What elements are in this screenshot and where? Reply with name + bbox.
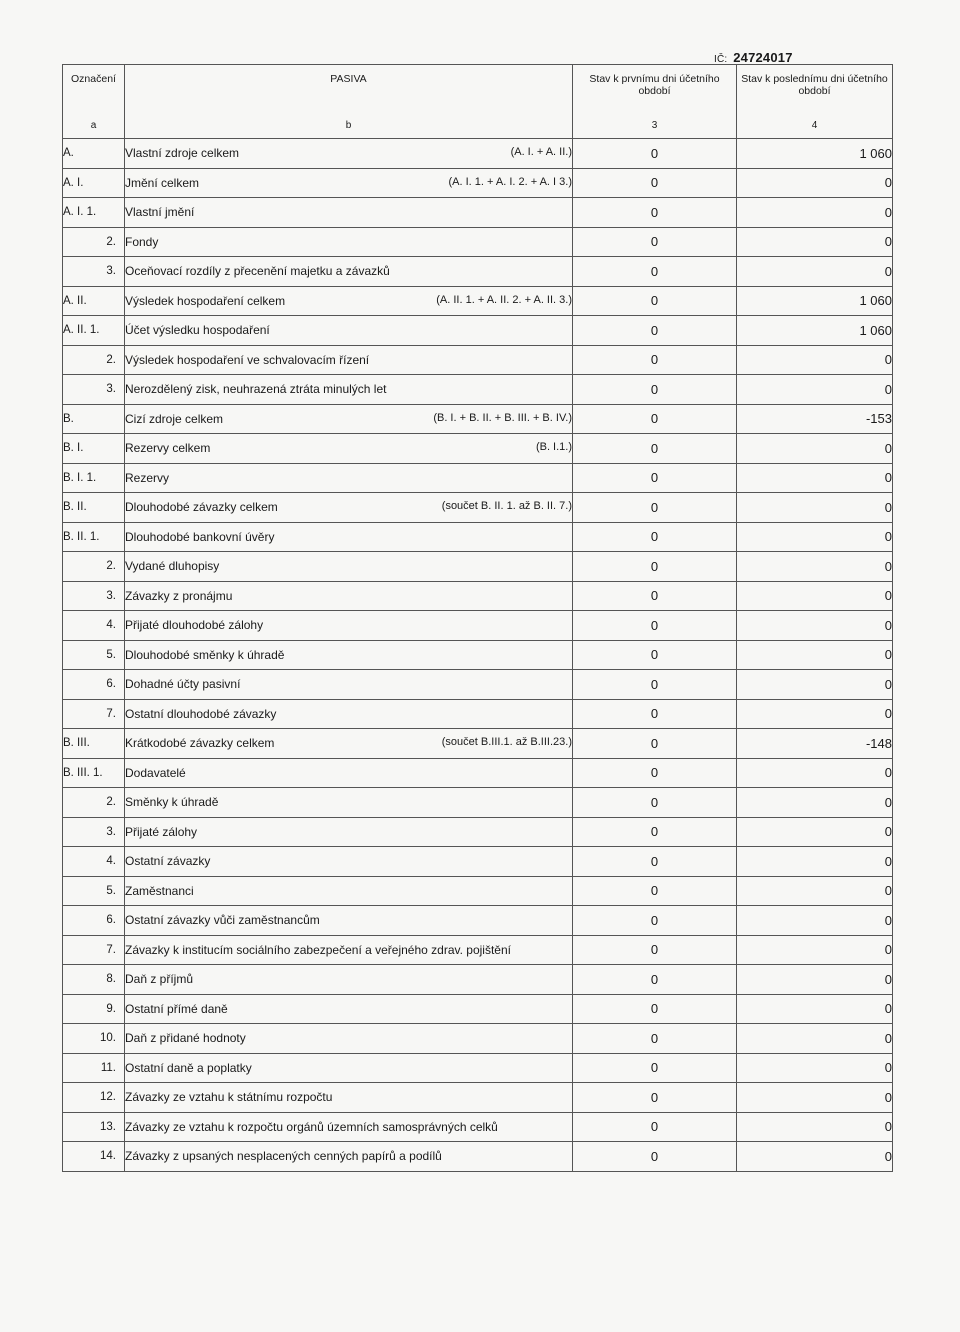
table-row	[63, 375, 893, 405]
row-code: 3.	[63, 817, 125, 847]
row-name-cell	[125, 876, 573, 906]
row-value-last-day: 0	[737, 935, 893, 965]
row-name: Ostatní daně a poplatky	[125, 1060, 252, 1075]
row-name-cell	[125, 1053, 573, 1083]
row-value-last-day: 0	[737, 817, 893, 847]
row-code: 3.	[63, 375, 125, 405]
balance-sheet-liabilities-table	[62, 64, 893, 1172]
row-name-cell	[125, 1083, 573, 1113]
row-name: Rezervy	[125, 470, 170, 485]
row-value-last-day: 0	[737, 581, 893, 611]
row-name-cell	[125, 434, 573, 464]
row-name: Účet výsledku hospodaření	[125, 323, 270, 338]
table-row	[63, 581, 893, 611]
row-value-first-day: 0	[573, 434, 737, 464]
row-code: 2.	[63, 552, 125, 582]
row-value-first-day: 0	[573, 729, 737, 759]
header-col4	[737, 65, 893, 139]
row-value-first-day: 0	[573, 788, 737, 818]
table-row	[63, 198, 893, 228]
row-value-last-day: 0	[737, 463, 893, 493]
row-value-last-day: 0	[737, 1053, 893, 1083]
row-formula: (A. II. 1. + A. II. 2. + A. II. 3.)	[436, 293, 572, 306]
table-row	[63, 906, 893, 936]
row-value-first-day: 0	[573, 1024, 737, 1054]
table-row	[63, 522, 893, 552]
row-name-cell	[125, 257, 573, 287]
row-name: Závazky z upsaných nesplacených cenných papírů a podílů	[125, 1149, 442, 1164]
header-col4-sub: 4	[811, 119, 818, 131]
header-col3-title: Stav k prvnímu dni účetního období	[589, 72, 720, 97]
row-value-last-day: 1 060	[737, 139, 893, 169]
table-row	[63, 817, 893, 847]
row-name: Jmění celkem	[125, 175, 200, 190]
row-code: 3.	[63, 581, 125, 611]
row-code: 9.	[63, 994, 125, 1024]
company-id-value: 24724017	[733, 50, 793, 65]
row-name-cell	[125, 935, 573, 965]
row-code: 5.	[63, 876, 125, 906]
row-value-last-day: 0	[737, 788, 893, 818]
row-value-first-day: 0	[573, 493, 737, 523]
row-value-first-day: 0	[573, 965, 737, 995]
header-code-sub: a	[90, 119, 97, 131]
row-value-last-day: 0	[737, 758, 893, 788]
row-code: 11.	[63, 1053, 125, 1083]
row-name: Vlastní zdroje celkem	[125, 146, 240, 161]
table-row	[63, 493, 893, 523]
row-name-cell	[125, 227, 573, 257]
row-code: 12.	[63, 1083, 125, 1113]
row-value-last-day: 0	[737, 375, 893, 405]
row-value-first-day: 0	[573, 168, 737, 198]
row-code: 2.	[63, 227, 125, 257]
table-body	[63, 139, 893, 1172]
row-value-last-day: 0	[737, 257, 893, 287]
row-code: 2.	[63, 788, 125, 818]
row-name-cell	[125, 847, 573, 877]
row-value-first-day: 0	[573, 906, 737, 936]
row-value-first-day: 0	[573, 817, 737, 847]
row-value-last-day: 0	[737, 434, 893, 464]
table-row	[63, 552, 893, 582]
table-row	[63, 1112, 893, 1142]
row-code: 4.	[63, 611, 125, 641]
company-id-label: IČ:	[714, 54, 728, 65]
row-name-cell	[125, 817, 573, 847]
row-name-cell	[125, 286, 573, 316]
row-name: Dlouhodobé bankovní úvěry	[125, 529, 275, 544]
header-col3	[573, 65, 737, 139]
row-code: B. II. 1.	[63, 522, 125, 552]
row-code: A. I.	[63, 168, 125, 198]
table-row	[63, 463, 893, 493]
row-name: Fondy	[125, 234, 159, 249]
row-code: A. II.	[63, 286, 125, 316]
row-value-first-day: 0	[573, 1053, 737, 1083]
row-name-cell	[125, 198, 573, 228]
table-row	[63, 404, 893, 434]
row-value-first-day: 0	[573, 463, 737, 493]
row-name-cell	[125, 375, 573, 405]
header-col3-sub: 3	[651, 119, 658, 131]
row-name: Závazky ze vztahu k státnímu rozpočtu	[125, 1090, 333, 1105]
row-value-first-day: 0	[573, 847, 737, 877]
row-value-first-day: 0	[573, 994, 737, 1024]
row-value-first-day: 0	[573, 375, 737, 405]
row-value-last-day: 0	[737, 552, 893, 582]
table-row	[63, 699, 893, 729]
row-value-last-day: 0	[737, 965, 893, 995]
header-code	[63, 65, 125, 139]
row-value-first-day: 0	[573, 552, 737, 582]
row-name-cell	[125, 493, 573, 523]
row-value-first-day: 0	[573, 1142, 737, 1172]
row-code: 6.	[63, 670, 125, 700]
row-code: 4.	[63, 847, 125, 877]
row-formula: (B. I. + B. II. + B. III. + B. IV.)	[433, 411, 572, 424]
row-value-last-day: 0	[737, 1024, 893, 1054]
row-code: 6.	[63, 906, 125, 936]
row-name-cell	[125, 994, 573, 1024]
row-value-first-day: 0	[573, 640, 737, 670]
company-id	[714, 50, 793, 65]
row-value-last-day: 0	[737, 168, 893, 198]
table-row	[63, 935, 893, 965]
row-code: 8.	[63, 965, 125, 995]
row-value-last-day: 0	[737, 493, 893, 523]
row-code: 7.	[63, 935, 125, 965]
row-value-first-day: 0	[573, 522, 737, 552]
row-name-cell	[125, 699, 573, 729]
header-code-title: Označení	[71, 72, 116, 85]
row-value-last-day: 1 060	[737, 286, 893, 316]
row-name: Vydané dluhopisy	[125, 559, 220, 574]
table-row	[63, 316, 893, 346]
row-value-first-day: 0	[573, 139, 737, 169]
table-header-row	[63, 65, 893, 139]
row-value-first-day: 0	[573, 404, 737, 434]
row-value-last-day: -153	[737, 404, 893, 434]
row-name-cell	[125, 788, 573, 818]
table-row	[63, 434, 893, 464]
row-value-last-day: -148	[737, 729, 893, 759]
row-value-last-day: 0	[737, 670, 893, 700]
table-row	[63, 994, 893, 1024]
row-value-first-day: 0	[573, 345, 737, 375]
row-code: B. II.	[63, 493, 125, 523]
row-formula: (A. I. 1. + A. I. 2. + A. I 3.)	[448, 175, 572, 188]
row-code: 3.	[63, 257, 125, 287]
row-name-cell	[125, 316, 573, 346]
row-name-cell	[125, 404, 573, 434]
row-name-cell	[125, 965, 573, 995]
row-value-last-day: 0	[737, 876, 893, 906]
row-formula: (součet B. II. 1. až B. II. 7.)	[441, 500, 572, 513]
row-value-last-day: 1 060	[737, 316, 893, 346]
row-code: 2.	[63, 345, 125, 375]
row-name: Ostatní přímé daně	[125, 1001, 228, 1016]
row-name: Závazky z pronájmu	[125, 588, 233, 603]
row-value-last-day: 0	[737, 906, 893, 936]
row-code: B. I. 1.	[63, 463, 125, 493]
header-name-title: PASIVA	[330, 72, 367, 85]
table-row	[63, 788, 893, 818]
row-name-cell	[125, 729, 573, 759]
table-row	[63, 611, 893, 641]
row-name: Ostatní závazky vůči zaměstnancům	[125, 913, 320, 928]
row-formula: (A. I. + A. II.)	[510, 146, 572, 159]
table-row	[63, 965, 893, 995]
row-name: Cizí zdroje celkem	[125, 411, 224, 426]
row-code: 7.	[63, 699, 125, 729]
row-name-cell	[125, 345, 573, 375]
row-code: A.	[63, 139, 125, 169]
row-value-first-day: 0	[573, 611, 737, 641]
row-value-last-day: 0	[737, 1112, 893, 1142]
row-name-cell	[125, 168, 573, 198]
row-name-cell	[125, 611, 573, 641]
row-name: Směnky k úhradě	[125, 795, 219, 810]
row-name-cell	[125, 522, 573, 552]
row-value-first-day: 0	[573, 670, 737, 700]
row-value-first-day: 0	[573, 286, 737, 316]
row-value-first-day: 0	[573, 227, 737, 257]
table-row	[63, 847, 893, 877]
row-name-cell	[125, 1112, 573, 1142]
header-name	[125, 65, 573, 139]
row-value-first-day: 0	[573, 316, 737, 346]
row-code: 13.	[63, 1112, 125, 1142]
row-name: Závazky ze vztahu k rozpočtu orgánů územních samosprávných celků	[125, 1119, 498, 1134]
row-code: 5.	[63, 640, 125, 670]
row-value-last-day: 0	[737, 640, 893, 670]
table-row	[63, 670, 893, 700]
table-row	[63, 257, 893, 287]
row-name-cell	[125, 1024, 573, 1054]
row-name-cell	[125, 640, 573, 670]
row-value-first-day: 0	[573, 876, 737, 906]
table-row	[63, 1053, 893, 1083]
table-row	[63, 168, 893, 198]
row-name: Daň z příjmů	[125, 972, 194, 987]
row-code: 14.	[63, 1142, 125, 1172]
table-row	[63, 227, 893, 257]
row-value-first-day: 0	[573, 257, 737, 287]
header-col4-title: Stav k poslednímu dni účetního období	[741, 72, 888, 97]
row-code: B. III. 1.	[63, 758, 125, 788]
row-name: Vlastní jmění	[125, 205, 195, 220]
row-name-cell	[125, 906, 573, 936]
row-value-last-day: 0	[737, 699, 893, 729]
row-value-last-day: 0	[737, 1083, 893, 1113]
row-value-first-day: 0	[573, 581, 737, 611]
table-row	[63, 1142, 893, 1172]
row-name: Dlouhodobé závazky celkem	[125, 500, 278, 515]
row-name: Rezervy celkem	[125, 441, 211, 456]
row-name: Přijaté zálohy	[125, 824, 198, 839]
table-row	[63, 876, 893, 906]
row-value-first-day: 0	[573, 198, 737, 228]
row-value-first-day: 0	[573, 1112, 737, 1142]
row-name: Výsledek hospodaření ve schvalovacím řízení	[125, 352, 370, 367]
row-value-first-day: 0	[573, 935, 737, 965]
row-formula: (součet B.III.1. až B.III.23.)	[441, 736, 572, 749]
row-name: Přijaté dlouhodobé zálohy	[125, 618, 264, 633]
row-code: A. II. 1.	[63, 316, 125, 346]
row-name: Nerozdělený zisk, neuhrazená ztráta minulých let	[125, 382, 387, 397]
row-code: B.	[63, 404, 125, 434]
row-name: Dohadné účty pasivní	[125, 677, 241, 692]
row-code: B. III.	[63, 729, 125, 759]
row-value-first-day: 0	[573, 699, 737, 729]
row-name-cell	[125, 139, 573, 169]
table-row	[63, 1083, 893, 1113]
row-value-last-day: 0	[737, 847, 893, 877]
row-value-first-day: 0	[573, 1083, 737, 1113]
row-name: Oceňovací rozdíly z přecenění majetku a závazků	[125, 264, 390, 279]
row-name: Krátkodobé závazky celkem	[125, 736, 275, 751]
row-name: Závazky k institucím sociálního zabezpečení a veřejného zdrav. pojištění	[125, 942, 511, 957]
row-name: Dodavatelé	[125, 765, 186, 780]
row-value-last-day: 0	[737, 227, 893, 257]
row-name: Ostatní závazky	[125, 854, 211, 869]
row-name: Zaměstnanci	[125, 883, 194, 898]
row-value-first-day: 0	[573, 758, 737, 788]
row-code: 10.	[63, 1024, 125, 1054]
table-row	[63, 1024, 893, 1054]
row-value-last-day: 0	[737, 198, 893, 228]
row-value-last-day: 0	[737, 522, 893, 552]
row-name: Daň z přidané hodnoty	[125, 1031, 246, 1046]
header-name-sub: b	[345, 119, 352, 131]
table-row	[63, 758, 893, 788]
row-value-last-day: 0	[737, 1142, 893, 1172]
row-value-last-day: 0	[737, 345, 893, 375]
row-name-cell	[125, 758, 573, 788]
row-formula: (B. I.1.)	[535, 441, 572, 454]
row-name: Výsledek hospodaření celkem	[125, 293, 286, 308]
row-value-last-day: 0	[737, 611, 893, 641]
row-name-cell	[125, 1142, 573, 1172]
row-name-cell	[125, 552, 573, 582]
table-row	[63, 139, 893, 169]
row-value-last-day: 0	[737, 994, 893, 1024]
row-name-cell	[125, 670, 573, 700]
row-code: B. I.	[63, 434, 125, 464]
table-row	[63, 286, 893, 316]
row-name-cell	[125, 463, 573, 493]
row-code: A. I. 1.	[63, 198, 125, 228]
table-row	[63, 640, 893, 670]
table-row	[63, 345, 893, 375]
table-row	[63, 729, 893, 759]
row-name: Ostatní dlouhodobé závazky	[125, 706, 277, 721]
row-name: Dlouhodobé směnky k úhradě	[125, 647, 285, 662]
row-name-cell	[125, 581, 573, 611]
